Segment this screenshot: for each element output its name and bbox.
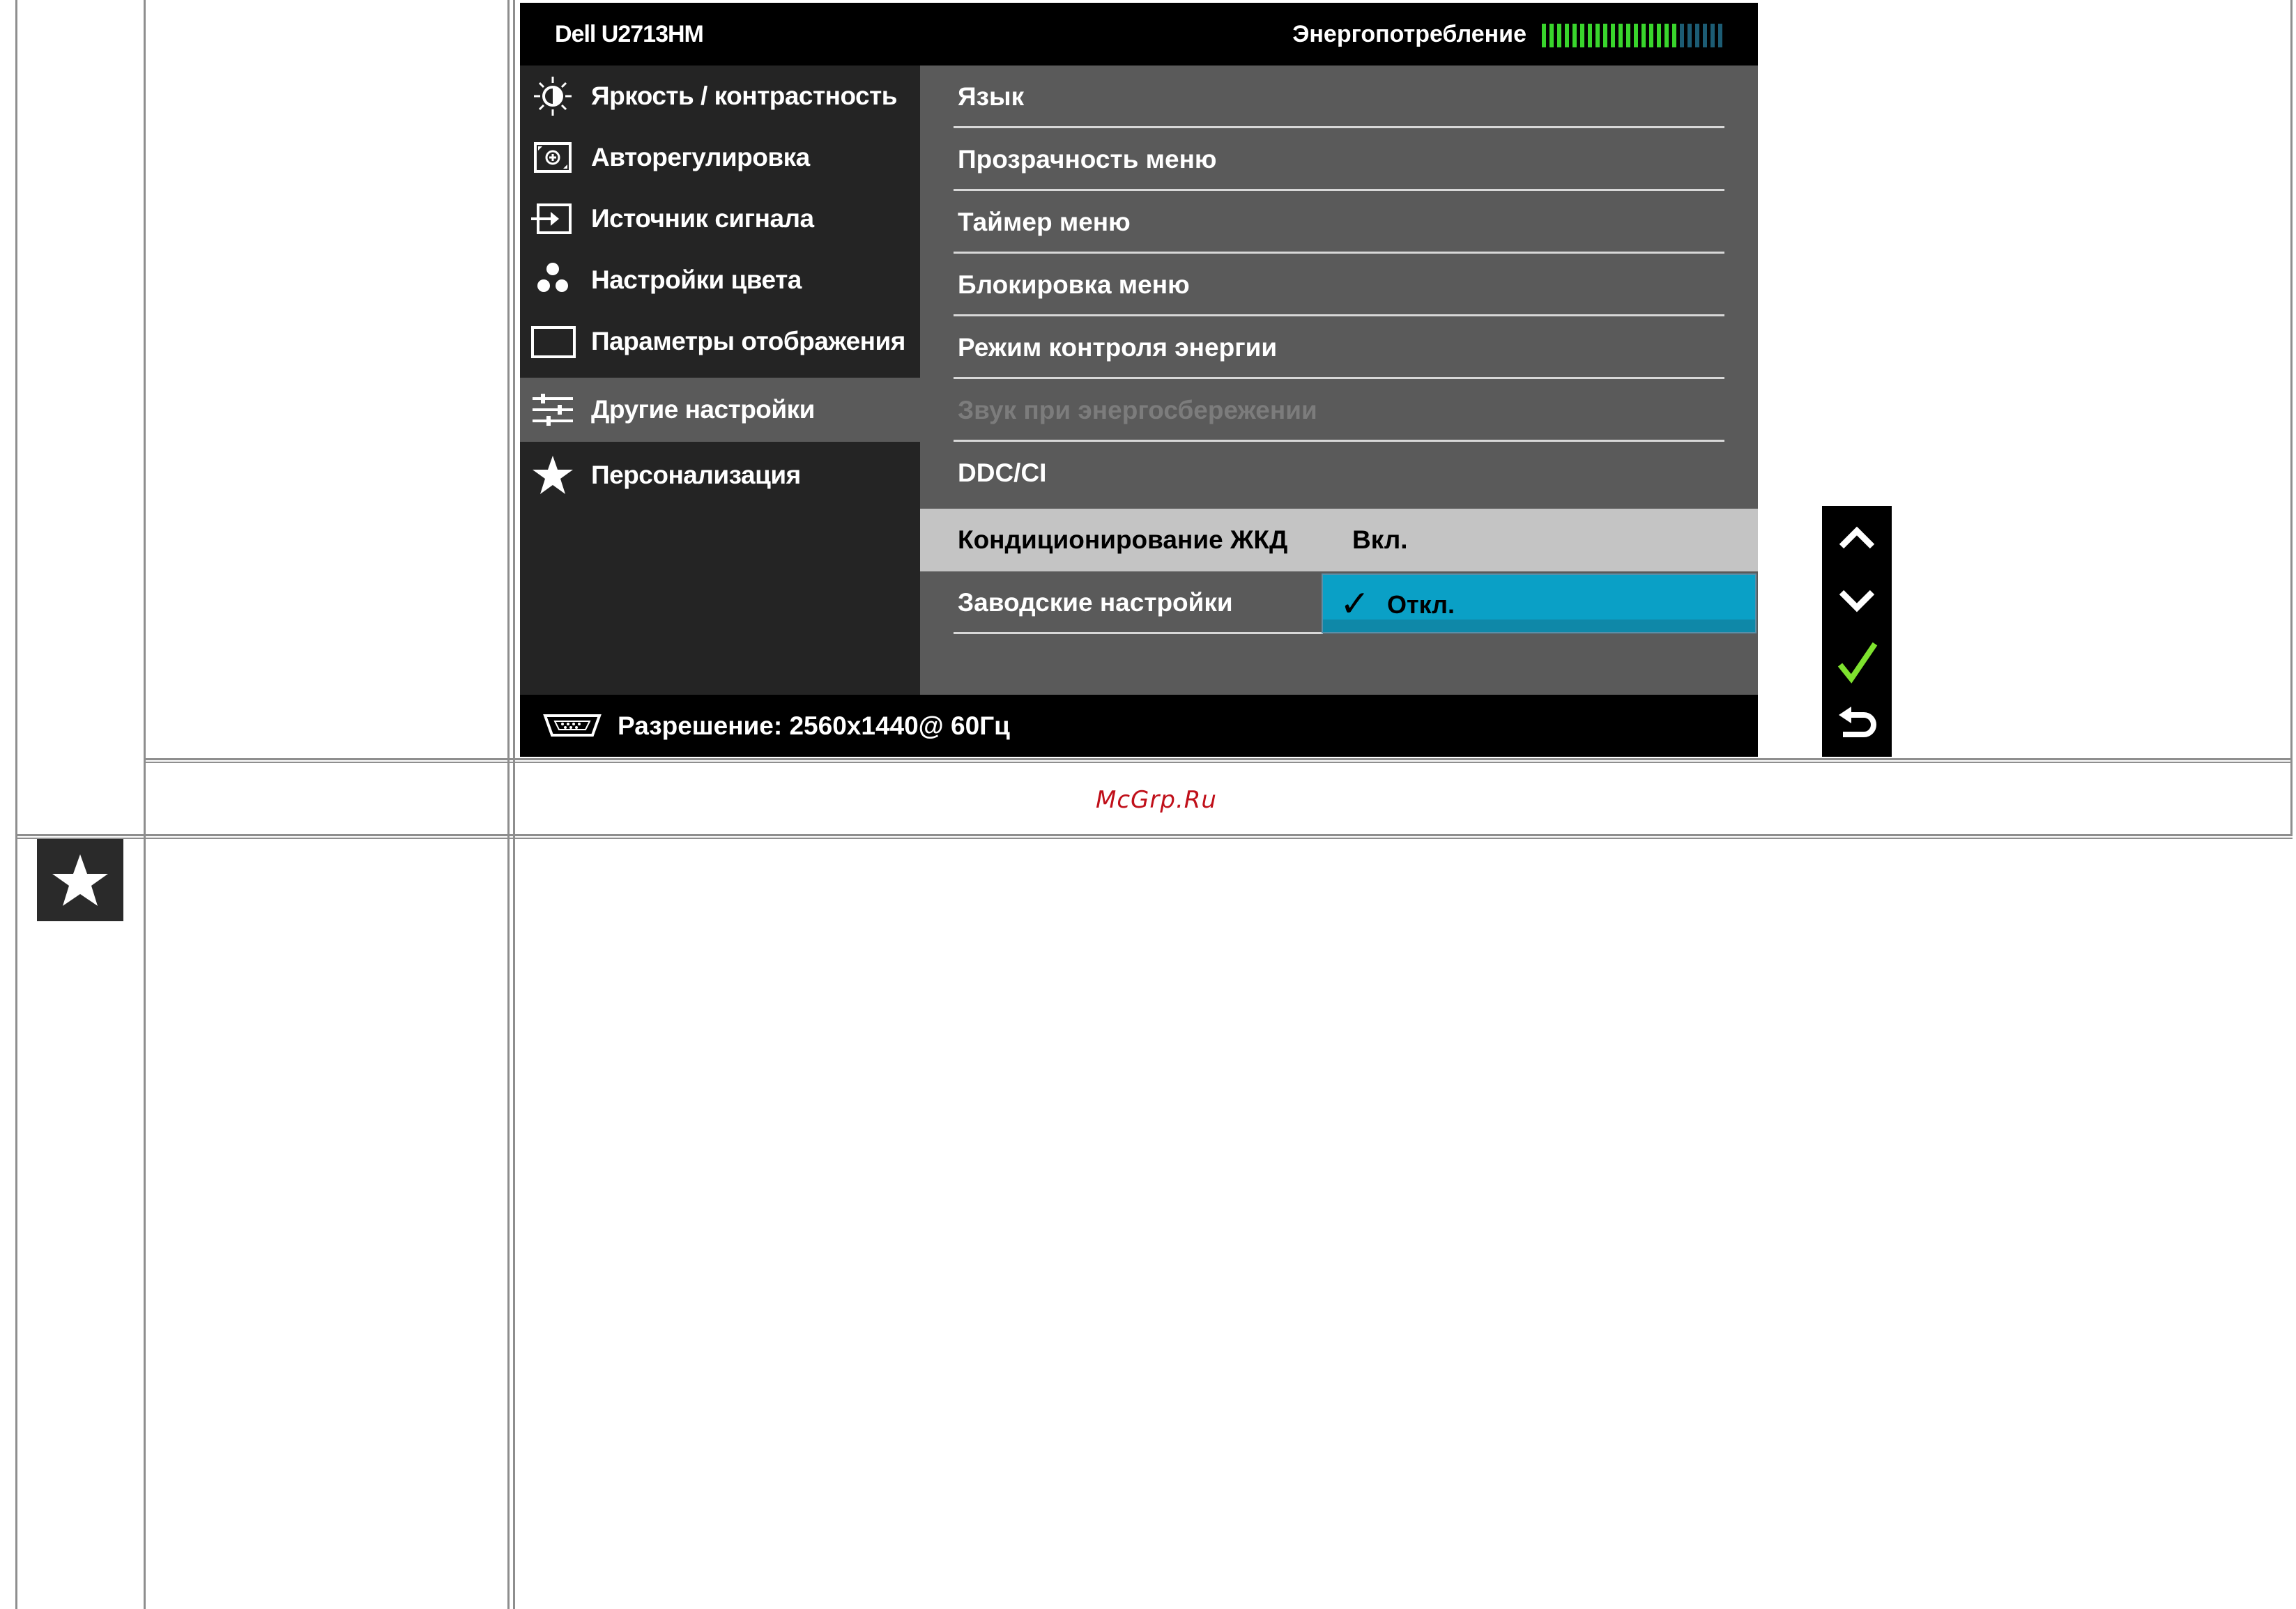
submenu-label: Таймер меню — [958, 208, 1131, 236]
energy-segment — [1687, 24, 1692, 47]
personalize-section-icon — [37, 839, 123, 921]
table-row-divider-1b — [144, 762, 2293, 763]
energy-segment — [1565, 24, 1569, 47]
submenu-item-menu-lock[interactable] — [920, 254, 1758, 316]
menu-label: Персонализация — [591, 461, 801, 489]
energy-segment — [1680, 24, 1684, 47]
energy-segment — [1603, 24, 1607, 47]
energy-segment — [1626, 24, 1630, 47]
submenu-label: Заводские настройки — [958, 588, 1233, 617]
energy-segment — [1718, 24, 1722, 47]
other-settings-icon — [530, 389, 576, 431]
table-row-divider-2 — [15, 834, 2293, 836]
divider — [954, 632, 1323, 634]
resolution-text: Разрешение: 2560x1440@ 60Гц — [618, 711, 1010, 740]
submenu-item-menu-timer[interactable] — [920, 191, 1758, 254]
submenu-item-lcd-conditioning[interactable] — [920, 509, 1758, 571]
osd-footer — [520, 695, 1758, 757]
energy-segment — [1588, 24, 1592, 47]
energy-segment — [1710, 24, 1715, 47]
star-icon — [530, 454, 576, 496]
submenu-item-ddc-ci[interactable] — [920, 442, 1758, 505]
up-arrow-icon[interactable] — [1822, 506, 1892, 569]
submenu-label: Режим контроля энергии — [958, 333, 1278, 362]
table-border-col1 — [144, 0, 146, 1609]
energy-segment — [1572, 24, 1577, 47]
menu-item-display-settings[interactable] — [520, 311, 920, 372]
watermark-text: McGrp.Ru — [1096, 786, 1217, 814]
check-icon[interactable] — [1822, 631, 1892, 694]
auto-adjust-icon — [530, 137, 576, 178]
osd-model-name: Dell U2713HM — [555, 21, 703, 47]
menu-label: Яркость / контрастность — [591, 82, 898, 110]
osd-header — [520, 3, 1758, 66]
energy-segment — [1595, 24, 1600, 47]
menu-item-other-settings[interactable] — [520, 378, 920, 442]
energy-meter — [1542, 24, 1723, 47]
menu-label: Авторегулировка — [591, 143, 810, 171]
energy-segment — [1641, 24, 1646, 47]
energy-segment — [1542, 24, 1546, 47]
submenu-item-language[interactable] — [920, 66, 1758, 128]
table-border-right — [2290, 0, 2293, 836]
energy-segment — [1703, 24, 1707, 47]
energy-segment — [1672, 24, 1676, 47]
display-settings-icon — [530, 321, 576, 362]
checkmark-icon: ✓ — [1340, 584, 1370, 624]
menu-label: Источник сигнала — [591, 204, 814, 233]
submenu-item-power-save-audio — [920, 379, 1758, 442]
menu-label: Другие настройки — [591, 395, 815, 424]
current-value: Вкл. — [1352, 525, 1408, 554]
submenu-item-menu-transparency[interactable] — [920, 128, 1758, 191]
vga-connector-icon — [541, 710, 604, 741]
submenu-label: Кондиционирование ЖКД — [958, 525, 1288, 554]
menu-item-personalize[interactable] — [520, 445, 920, 506]
option-label: Откл. — [1387, 590, 1455, 619]
energy-segment — [1634, 24, 1638, 47]
energy-segment — [1618, 24, 1623, 47]
menu-item-auto-adjust[interactable] — [520, 127, 920, 188]
menu-label: Параметры отображения — [591, 327, 905, 355]
menu-label: Настройки цвета — [591, 265, 802, 294]
table-row-divider-1 — [144, 758, 2293, 760]
submenu-label: Звук при энергосбережении — [958, 396, 1317, 424]
menu-item-input-source[interactable] — [520, 188, 920, 249]
menu-item-color-settings[interactable] — [520, 249, 920, 311]
energy-segment — [1580, 24, 1584, 47]
energy-label: Энергопотребление — [1292, 21, 1526, 47]
submenu-label: Блокировка меню — [958, 270, 1190, 299]
energy-segment — [1657, 24, 1661, 47]
submenu-label: Язык — [958, 82, 1025, 111]
down-arrow-icon[interactable] — [1822, 569, 1892, 631]
back-icon[interactable] — [1822, 694, 1892, 757]
input-source-icon — [530, 198, 576, 240]
energy-segment — [1664, 24, 1669, 47]
energy-segment — [1549, 24, 1554, 47]
energy-segment — [1611, 24, 1615, 47]
osd-nav-buttons — [1822, 506, 1892, 757]
table-border-left — [15, 0, 17, 1609]
table-border-inner-col2 — [513, 0, 515, 1609]
option-off[interactable] — [1322, 573, 1757, 633]
brightness-icon — [530, 75, 576, 117]
submenu-label: DDC/CI — [958, 459, 1047, 487]
table-border-col2 — [507, 0, 510, 1609]
submenu-label: Прозрачность меню — [958, 145, 1217, 174]
table-row-divider-2b — [15, 838, 2293, 839]
osd-main-menu — [520, 66, 920, 695]
menu-item-brightness-contrast[interactable] — [520, 66, 920, 127]
energy-segment — [1695, 24, 1699, 47]
color-settings-icon — [530, 259, 576, 301]
submenu-item-power-mode[interactable] — [920, 316, 1758, 379]
energy-segment — [1557, 24, 1561, 47]
monitor-osd — [520, 3, 1758, 757]
energy-segment — [1649, 24, 1653, 47]
star-icon — [37, 839, 123, 921]
